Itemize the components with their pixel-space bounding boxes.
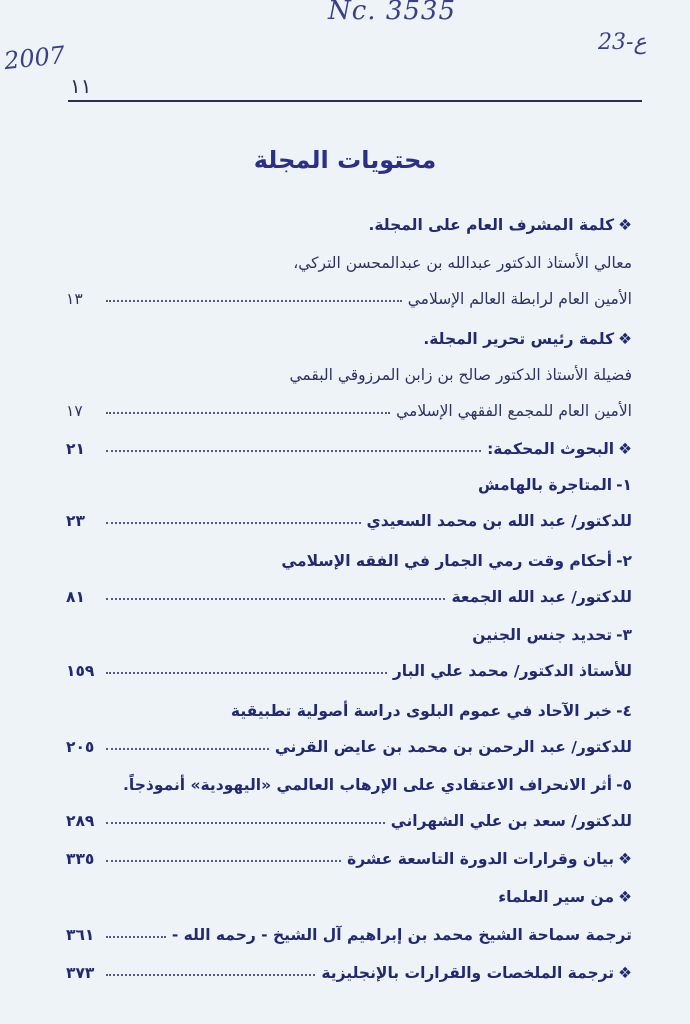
bullet-icon: ❖ <box>618 440 632 458</box>
toc-entry <box>66 686 632 720</box>
bullet-icon: ❖ <box>618 216 632 234</box>
entry-title: المتاجرة بالهامش <box>478 476 613 494</box>
toc-entry <box>66 496 632 530</box>
toc-entry <box>66 460 632 494</box>
toc-entry <box>66 536 632 570</box>
entry-number: ١- <box>616 476 632 494</box>
entry-title: ترجمة سماحة الشيخ محمد بن إبراهيم آل الشيخ - رحمه الله - <box>171 926 632 944</box>
bullet-icon: ❖ <box>618 850 632 868</box>
toc-entry <box>66 274 632 308</box>
entry-title: للدكتور/ عبد الرحمن بن محمد بن عايض القرني <box>274 738 632 756</box>
entry-title: كلمة المشرف العام على المجلة. <box>368 216 615 234</box>
page-number: ١١ <box>70 74 92 98</box>
entry-number: ٥- <box>616 776 632 794</box>
dot-leader <box>106 598 445 600</box>
entry-title: بيان وقرارات الدورة التاسعة عشرة <box>347 850 615 868</box>
toc-entry <box>66 910 632 944</box>
entry-title: للدكتور/ عبد الله بن محمد السعيدي <box>366 512 632 530</box>
toc-entry <box>66 200 632 234</box>
dot-leader <box>106 672 387 674</box>
toc-entry <box>66 350 632 384</box>
entry-page-number: ٣٧٣ <box>66 964 95 982</box>
entry-title: البحوث المحكمة: <box>487 440 615 458</box>
entry-page-number: ٢٣ <box>66 512 85 530</box>
dot-leader <box>106 860 341 862</box>
entry-title: للدكتور/ عبد الله الجمعة <box>451 588 632 606</box>
bullet-icon: ❖ <box>618 888 632 906</box>
handwritten-reference: Nc. 3535 <box>328 0 457 26</box>
bullet-icon: ❖ <box>618 964 632 982</box>
entry-title: أثر الانحراف الاعتقادي على الإرهاب العالمي «اليهودية» أنموذجاً. <box>123 776 613 794</box>
bullet-icon: ❖ <box>618 330 632 348</box>
entry-page-number: ١٣ <box>66 290 83 308</box>
entry-title: من سير العلماء <box>498 888 615 906</box>
dot-leader <box>106 748 269 750</box>
entry-title: الأمين العام للمجمع الفقهي الإسلامي <box>396 402 632 420</box>
entry-page-number: ٢٨٩ <box>66 812 95 830</box>
dot-leader <box>106 522 361 524</box>
toc-entry <box>66 948 632 982</box>
entry-title: خبر الآحاد في عموم البلوى دراسة أصولية تطبيقية <box>230 702 613 720</box>
entry-number: ٤- <box>616 702 632 720</box>
entry-page-number: ٣٦١ <box>66 926 95 944</box>
entry-page-number: ٢١ <box>66 440 85 458</box>
entry-title: للدكتور/ سعد بن علي الشهراني <box>390 812 632 830</box>
entry-title: فضيلة الأستاذ الدكتور صالح بن زابن المرزوقي البقمي <box>289 366 632 384</box>
toc-entry <box>66 796 632 830</box>
toc-entry <box>66 646 632 680</box>
dot-leader <box>106 936 166 938</box>
entry-title: كلمة رئيس تحرير المجلة. <box>423 330 615 348</box>
entry-page-number: ٨١ <box>66 588 85 606</box>
entry-title: ترجمة الملخصات والقرارات بالإنجليزية <box>321 964 615 982</box>
dot-leader <box>106 822 385 824</box>
toc-entry <box>66 872 632 906</box>
toc-entry <box>66 722 632 756</box>
toc-entry <box>66 424 632 458</box>
handwritten-code: 23-ع <box>598 30 647 55</box>
entry-page-number: ١٧ <box>66 402 83 420</box>
entry-title: تحديد جنس الجنين <box>472 626 613 644</box>
entry-title: معالي الأستاذ الدكتور عبدالله بن عبدالمحسن التركي، <box>293 254 632 272</box>
entry-page-number: ٣٣٥ <box>66 850 95 868</box>
entry-page-number: ١٥٩ <box>66 662 95 680</box>
toc-entry <box>66 572 632 606</box>
handwritten-year: 2007 <box>2 40 67 76</box>
toc-entry <box>66 238 632 272</box>
entry-title: أحكام وقت رمي الجمار في الفقه الإسلامي <box>281 552 613 570</box>
entry-title: الأمين العام لرابطة العالم الإسلامي <box>407 290 632 308</box>
entry-number: ٣- <box>616 626 632 644</box>
entry-page-number: ٢٠٥ <box>66 738 95 756</box>
entry-number: ٢- <box>616 552 632 570</box>
dot-leader <box>106 450 481 452</box>
dot-leader <box>106 300 402 302</box>
page-title: محتويات المجلة <box>253 146 437 174</box>
dot-leader <box>106 412 390 414</box>
toc-entry <box>66 386 632 420</box>
entry-title: للأستاذ الدكتور/ محمد علي البار <box>392 662 632 680</box>
toc-entry <box>66 314 632 348</box>
toc-entry <box>66 834 632 868</box>
toc-entry <box>66 760 632 794</box>
dot-leader <box>106 974 315 976</box>
header-rule <box>68 100 642 102</box>
toc-entry <box>66 610 632 644</box>
